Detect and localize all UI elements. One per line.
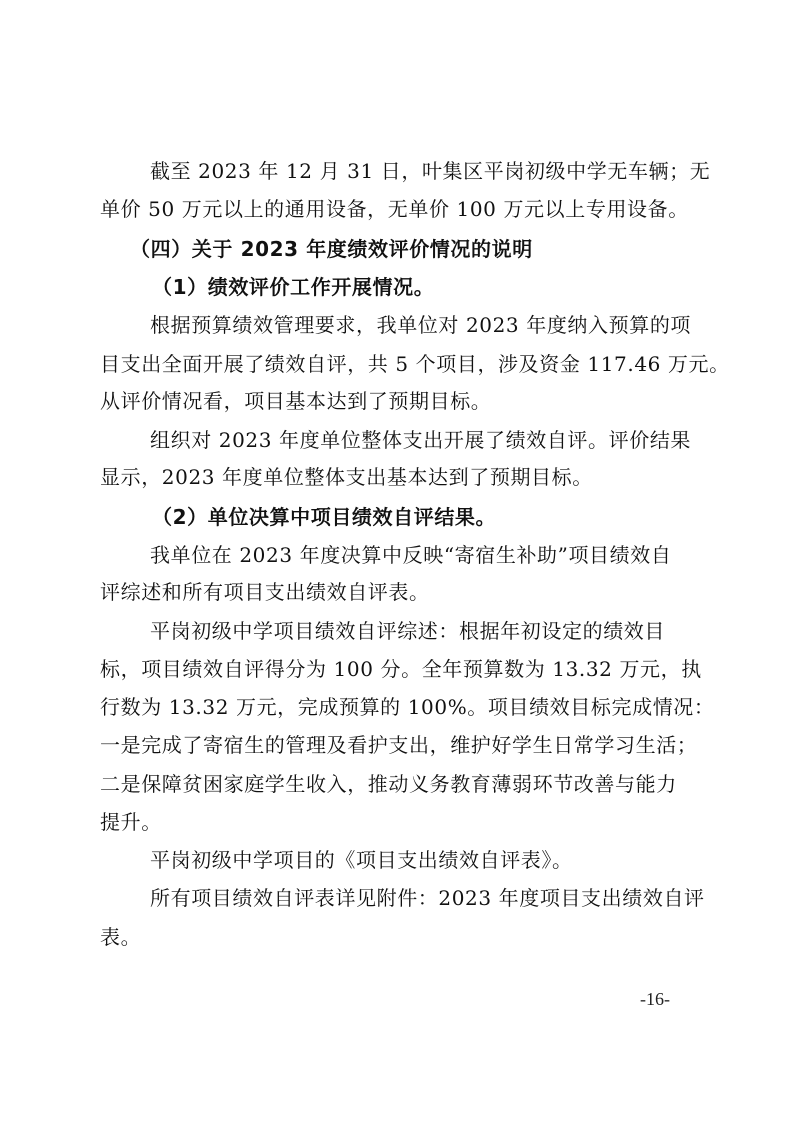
paragraph-line: 显示，2023 年度单位整体支出基本达到了预期目标。: [100, 465, 593, 489]
paragraph-line: 评综述和所有项目支出绩效自评表。: [100, 580, 430, 604]
page-number: -16-: [640, 989, 670, 1009]
paragraph-line: 表。: [100, 925, 142, 949]
subsection-heading: （1）绩效评价工作开展情况。: [152, 275, 435, 299]
paragraph-line: 单价 50 万元以上的通用设备，无单价 100 万元以上专用设备。: [100, 197, 689, 221]
paragraph-line: 二是保障贫困家庭学生收入，推动义务教育薄弱环节改善与能力: [100, 772, 677, 796]
paragraph-line: 我单位在 2023 年度决算中反映“寄宿生补助”项目绩效自: [150, 543, 672, 567]
subsection-heading: （2）单位决算中项目绩效自评结果。: [152, 505, 497, 529]
paragraph-line: 提升。: [100, 810, 162, 834]
section-heading: （四）关于 2023 年度绩效评价情况的说明: [130, 237, 533, 261]
paragraph-line: 截至 2023 年 12 月 31 日，叶集区平岗初级中学无车辆；无: [150, 159, 711, 183]
paragraph-line: 目支出全面开展了绩效自评，共 5 个项目，涉及资金 117.46 万元。: [100, 352, 730, 376]
paragraph-line: 行数为 13.32 万元，完成预算的 100%。项目绩效目标完成情况：: [100, 695, 715, 719]
paragraph-line: 平岗初级中学项目的《项目支出绩效自评表》。: [150, 848, 573, 872]
paragraph-line: 组织对 2023 年度单位整体支出开展了绩效自评。评价结果: [150, 428, 692, 452]
paragraph-line: 标，项目绩效自评得分为 100 分。全年预算数为 13.32 万元，执: [100, 657, 702, 681]
paragraph-line: 从评价情况看，项目基本达到了预期目标。: [100, 389, 492, 413]
paragraph-line: 根据预算绩效管理要求，我单位对 2023 年度纳入预算的项: [150, 313, 692, 337]
paragraph-line: 一是完成了寄宿生的管理及看护支出，维护好学生日常学习生活；: [100, 733, 698, 757]
paragraph-line: 所有项目绩效自评表详见附件：2023 年度项目支出绩效自评: [150, 886, 705, 910]
paragraph-line: 平岗初级中学项目绩效自评综述：根据年初设定的绩效目: [150, 619, 665, 643]
